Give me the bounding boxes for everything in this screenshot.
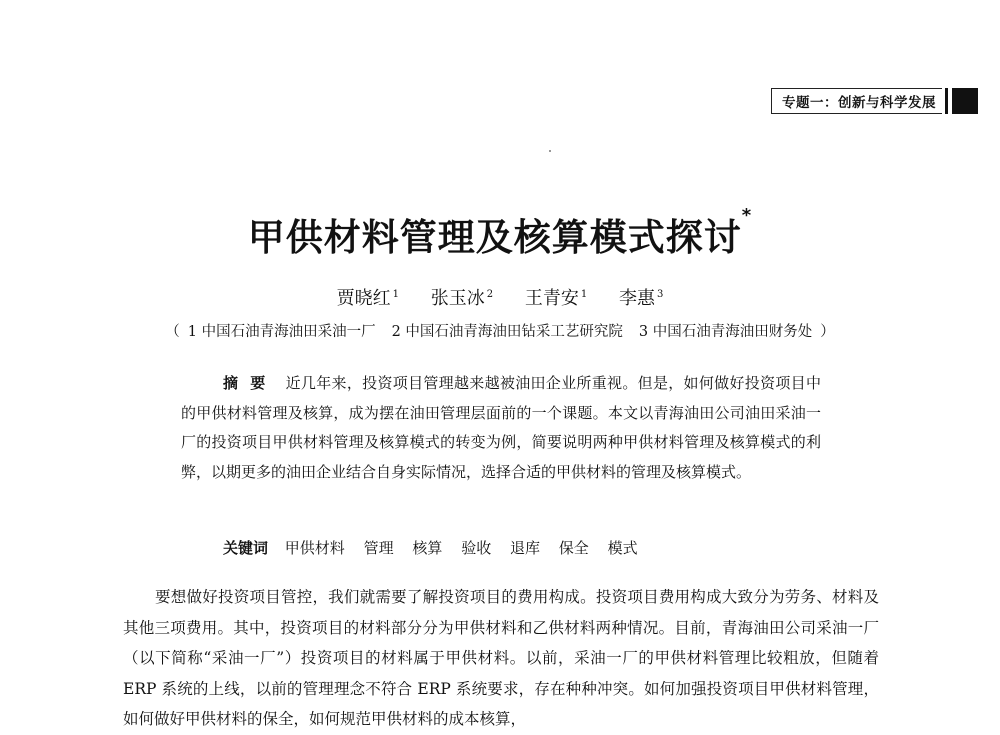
affiliation-item: 3 中国石油青海油田财务处: [638, 324, 813, 340]
affiliation-item: 1 中国石油青海油田采油一厂: [187, 324, 376, 340]
affiliation-close-paren: ）: [820, 324, 835, 340]
author: [619, 288, 663, 309]
paper-title: [0, 207, 1000, 261]
abstract: [181, 369, 821, 487]
section-tag-label: 专题一：创新与科学发展: [771, 88, 942, 114]
author: [337, 288, 399, 309]
keyword: 退库: [509, 539, 540, 557]
keywords-label: 关键词: [223, 539, 269, 557]
section-header-tag: [771, 88, 978, 114]
author-name: 王青安: [524, 288, 579, 309]
author-list: [0, 284, 1000, 310]
keyword: 模式: [607, 539, 638, 557]
keywords: [223, 537, 652, 558]
author-affiliation-mark: 1: [392, 289, 400, 300]
body-paragraph: 要想做好投资项目管控，我们就需要了解投资项目的费用构成。投资项目费用构成大致分为劳务、材料及其他三项费用。其中，投资项目的材料部分分为甲供材料和乙供材料两种情况。目前，青海油田公司采油一厂（以下简称“采油一厂”）投资项目的材料属于甲供材料。以前，采油一厂的甲供材料管理比较粗放，但随着 ERP 系统的上线，以前的管理理念不符合 ERP 系统要求，存在种种冲突。如何加强投资项目甲供材料管理，如何做好甲供材料的保全，如何规范甲供材料的成本核算，: [123, 588, 879, 728]
author-name: 李惠: [618, 288, 655, 309]
scan-speck: [549, 150, 551, 152]
affiliation-item: 2 中国石油青海油田钻采工艺研究院: [391, 324, 623, 340]
header-divider-bar: [945, 88, 948, 114]
author-name: 贾晓红: [336, 288, 391, 309]
author: [431, 288, 493, 309]
keyword: 管理: [363, 539, 394, 557]
abstract-label: 摘要: [223, 374, 278, 392]
author-affiliation-mark: 2: [486, 289, 494, 300]
author-affiliation-mark: 3: [656, 289, 664, 300]
author-affiliation-mark: 1: [580, 289, 588, 300]
abstract-text: 近几年来，投资项目管理越来越被油田企业所重视。但是，如何做好投资项目中的甲供材料管理及核算，成为摆在油田管理层面前的一个课题。本文以青海油田公司油田采油一厂的投资项目甲供材料管理及核算模式的转变为例，简要说明两种甲供材料管理及核算模式的利弊，以期更多的油田企业结合自身实际情况，选择合适的甲供材料的管理及核算模式。: [181, 374, 821, 481]
keyword: 甲供材料: [284, 539, 345, 557]
keyword: 保全: [558, 539, 589, 557]
author-name: 张玉冰: [430, 288, 485, 309]
paper-title-text: 甲供材料管理及核算模式探讨: [247, 216, 742, 259]
author: [525, 288, 587, 309]
keyword: 核算: [412, 539, 443, 557]
header-black-block: [952, 88, 978, 114]
title-footnote-mark: *: [741, 205, 753, 226]
keyword: 验收: [461, 539, 492, 557]
affiliation-line: [0, 320, 1000, 341]
affiliation-open-paren: （: [165, 324, 180, 340]
